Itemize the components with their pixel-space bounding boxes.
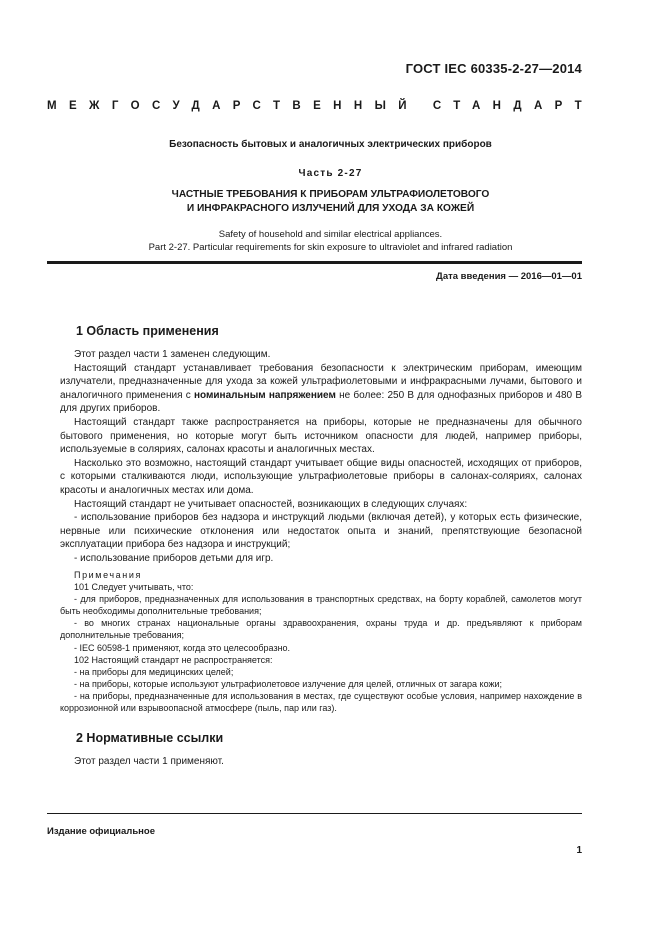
part-title [0, 188, 661, 216]
note-item: - во многих странах национальные органы здравоохранения, охраны труда и др. предъявляют к приборам дополнительные требования; [60, 618, 582, 641]
part-title-line1: ЧАСТНЫЕ ТРЕБОВАНИЯ К ПРИБОРАМ УЛЬТРАФИОЛЕТОВОГО [171, 189, 490, 200]
part-number: Часть 2-27 [298, 168, 363, 179]
term-rated-voltage: номинальным напряжением [193, 389, 336, 401]
note-item: - для приборов, предназначенных для использования в транспортных средствах, на борту кораблей, самолетов могут быть необходимы дополнительные требования; [60, 594, 582, 617]
paragraph-text: Настоящий стандарт устанавливает требования безопасности к электрическим приборам, имеющим излучатели, предназначенные для ухода за кожей ультрафиолетовыми и инфракрасными лучами, бытового и аналогичного применения с [60, 362, 582, 401]
note-item: - на приборы, предназначенные для использования в местах, где существуют особые условия, например нахождение в коррозионной или взрывоопасной атмосфере (пыль, пар или газ). [60, 690, 582, 714]
standard-word: СТАНДАРТ [432, 100, 594, 112]
notes-heading: Примечания [74, 570, 142, 580]
note-item: 102 Настоящий стандарт не распространяется: [74, 654, 273, 665]
part-title-line2: И ИНФРАКРАСНОГО ИЗЛУЧЕНИЙ ДЛЯ УХОДА ЗА КОЖЕЙ [186, 203, 475, 214]
introduction-date: Дата введения — 2016—01—01 [436, 271, 582, 282]
english-title [0, 228, 661, 254]
footer-divider [47, 813, 582, 814]
list-item: - использование приборов без надзора и инструкций людьми (включая детей), у которых есть физические, нервные или психические отклонения или недостаток опыта и знаний, препятствующие безопасной эксплуатации прибора без надзора и инструкций; [60, 512, 582, 551]
note-item: 101 Следует учитывать, что: [74, 582, 194, 593]
paragraph: Насколько это возможно, настоящий стандарт учитывает общие виды опасностей, исходящих от приборов, с которыми сталкиваются люди, использующие ультрафиолетовые приборы в салонах-соляриях, салонах красоты и аналогичных местах или дома. [60, 457, 582, 496]
paragraph: Этот раздел части 1 применяют. [74, 756, 224, 767]
title-divider [47, 261, 582, 264]
notes-block [60, 569, 582, 714]
document-title: Безопасность бытовых и аналогичных электрических приборов [169, 139, 492, 150]
note-item: - на приборы, которые используют ультрафиолетовое излучение для целей, отличных от загара кожи; [74, 678, 503, 689]
section-2-body [60, 755, 582, 769]
edition-label: Издание официальное [47, 826, 155, 837]
note-item: - IEC 60598-1 применяют, когда это целесообразно. [74, 642, 291, 653]
list-item: - использование приборов детьми для игр. [74, 552, 274, 564]
page-number: 1 [576, 845, 582, 856]
section-1-body [60, 348, 582, 566]
interstate-word: МЕЖГОСУДАРСТВЕННЫЙ [47, 100, 419, 112]
section-2-heading: 2 Нормативные ссылки [76, 731, 224, 745]
section-1-heading: 1 Область применения [76, 324, 219, 338]
paragraph: Настоящий стандарт не учитывает опасностей, возникающих в следующих случаях: [74, 498, 468, 510]
english-title-line2: Part 2-27. Particular requirements for skin exposure to ultraviolet and infrared radiation [148, 242, 513, 253]
standard-number: ГОСТ IEC 60335-2-27—2014 [405, 61, 582, 76]
interstate-standard-heading [47, 100, 594, 112]
paragraph-text: не более: 250 В для однофазных приборов и 480 В для других приборов. [60, 389, 582, 415]
note-item: - на приборы для медицинских целей; [74, 666, 234, 677]
paragraph: Этот раздел части 1 заменен следующим. [74, 349, 271, 360]
paragraph [60, 362, 582, 416]
paragraph: Настоящий стандарт также распространяется на приборы, которые не предназначены для обычного бытового применения, но которые могут быть источником опасности для людей, например приборы, используемые в соляриях, салонах красоты и аналогичных местах. [60, 416, 582, 456]
english-title-line1: Safety of household and similar electrical appliances. [218, 229, 443, 240]
